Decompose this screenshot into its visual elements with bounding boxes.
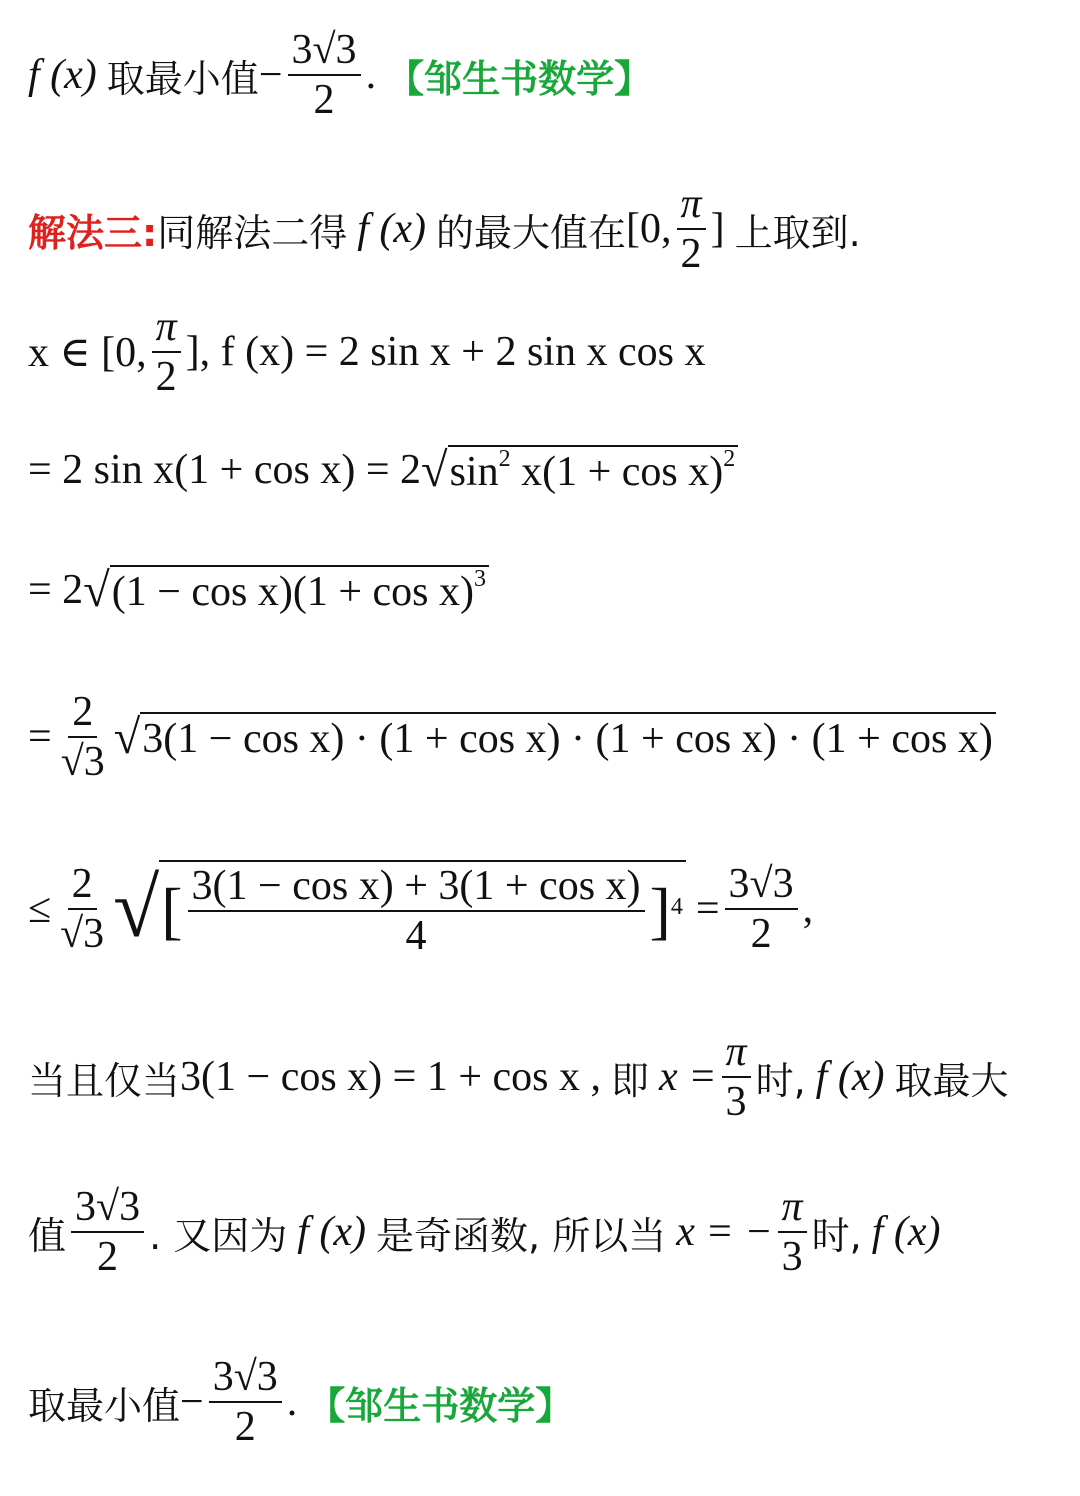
sqrt: √ 3(1 − cos x) · (1 + cos x) · (1 + cos x) · (1 + cos x) — [114, 712, 996, 762]
text: 即 — [611, 1058, 650, 1103]
fx: f (x) — [815, 1054, 885, 1101]
line-9 — [28, 1185, 940, 1279]
line-5 — [28, 565, 489, 615]
equals: = — [695, 886, 720, 933]
text: 同解法二得 — [157, 210, 348, 255]
minus: − — [258, 52, 283, 99]
math: x ∈ [0, — [28, 330, 147, 377]
text: . 又因为 — [149, 1213, 288, 1258]
line-3 — [28, 305, 705, 399]
method-label: 解法三: — [28, 210, 158, 255]
math: = 2 — [28, 567, 84, 614]
math: x = — [659, 1054, 717, 1101]
text: 取最小值 — [106, 56, 259, 101]
math: = — [28, 714, 52, 761]
math: = 2 sin x(1 + cos x) = 2 — [28, 447, 422, 494]
text: 值 — [28, 1213, 67, 1258]
sqrt: √ $\sin^2 x(1 + \cos x)^2$ — [421, 445, 738, 495]
math: ≤ — [28, 886, 52, 933]
interval-left: [0, — [626, 206, 672, 253]
sqrt: √ [ $\frac{\text{3(1 − cos x) + 3(1 + cos x)}}{4}$ ] 4 — [113, 860, 686, 958]
fx: f (x) — [357, 206, 427, 253]
fraction: $\frac{2}{√3}$ — [60, 861, 105, 958]
fx: f (x) — [28, 52, 97, 99]
brand-label: 【邹生书数学】 — [307, 1383, 574, 1428]
period: . — [286, 1379, 298, 1426]
line-7 — [28, 860, 813, 958]
line-1 — [28, 28, 652, 122]
text: 取最大 — [894, 1058, 1009, 1103]
period: . — [365, 52, 377, 99]
math: 3(1 − cos x) = 1 + cos x , — [180, 1054, 602, 1101]
pi-over-3: $\frac{\pi}{3}$ — [722, 1030, 751, 1124]
fraction: $\frac{3√3}{2}$ — [725, 862, 798, 956]
fraction: $\frac{2}{√3}$ — [60, 689, 105, 786]
fraction: $\frac{3√3}{2}$ — [71, 1185, 144, 1279]
comma: , — [802, 886, 814, 933]
math: ], f (x) = 2 sin x + 2 sin x cos x — [185, 329, 706, 376]
text: 当且仅当 — [28, 1058, 181, 1103]
interval-right: ] — [710, 206, 725, 253]
brand-label: 【邹生书数学】 — [386, 56, 653, 101]
line-4 — [28, 445, 738, 495]
text: 上取到. — [734, 210, 861, 255]
pi-over-2: $\frac{\pi}{2}$ — [677, 182, 706, 276]
fraction: $\frac{3√3}{2}$ — [209, 1355, 282, 1449]
text: 时, — [811, 1213, 862, 1258]
text: 的最大值在 — [436, 210, 627, 255]
pi-over-3: $\frac{\pi}{3}$ — [778, 1185, 807, 1279]
fraction: $\frac{3√3}{2}$ — [288, 28, 361, 122]
text: 取最小值 — [28, 1383, 181, 1428]
line-10 — [28, 1355, 573, 1449]
text: 时, — [755, 1058, 806, 1103]
math: x = − — [676, 1209, 773, 1256]
pi-over-2: $\frac{\pi}{2}$ — [152, 305, 181, 399]
line-6 — [28, 690, 996, 784]
minus: − — [180, 1379, 204, 1426]
line-2 — [28, 182, 861, 276]
fx: f (x) — [297, 1209, 367, 1256]
sqrt: √ $(1 - \cos x)(1 + \cos x)^3$ — [83, 565, 489, 615]
text: 是奇函数, 所以当 — [376, 1213, 667, 1258]
fx: f (x) — [871, 1209, 941, 1256]
line-8 — [28, 1030, 1008, 1124]
inner-fraction: $\frac{\text{3(1 − cos x) + 3(1 + cos x)}}{4}$ — [188, 864, 645, 958]
